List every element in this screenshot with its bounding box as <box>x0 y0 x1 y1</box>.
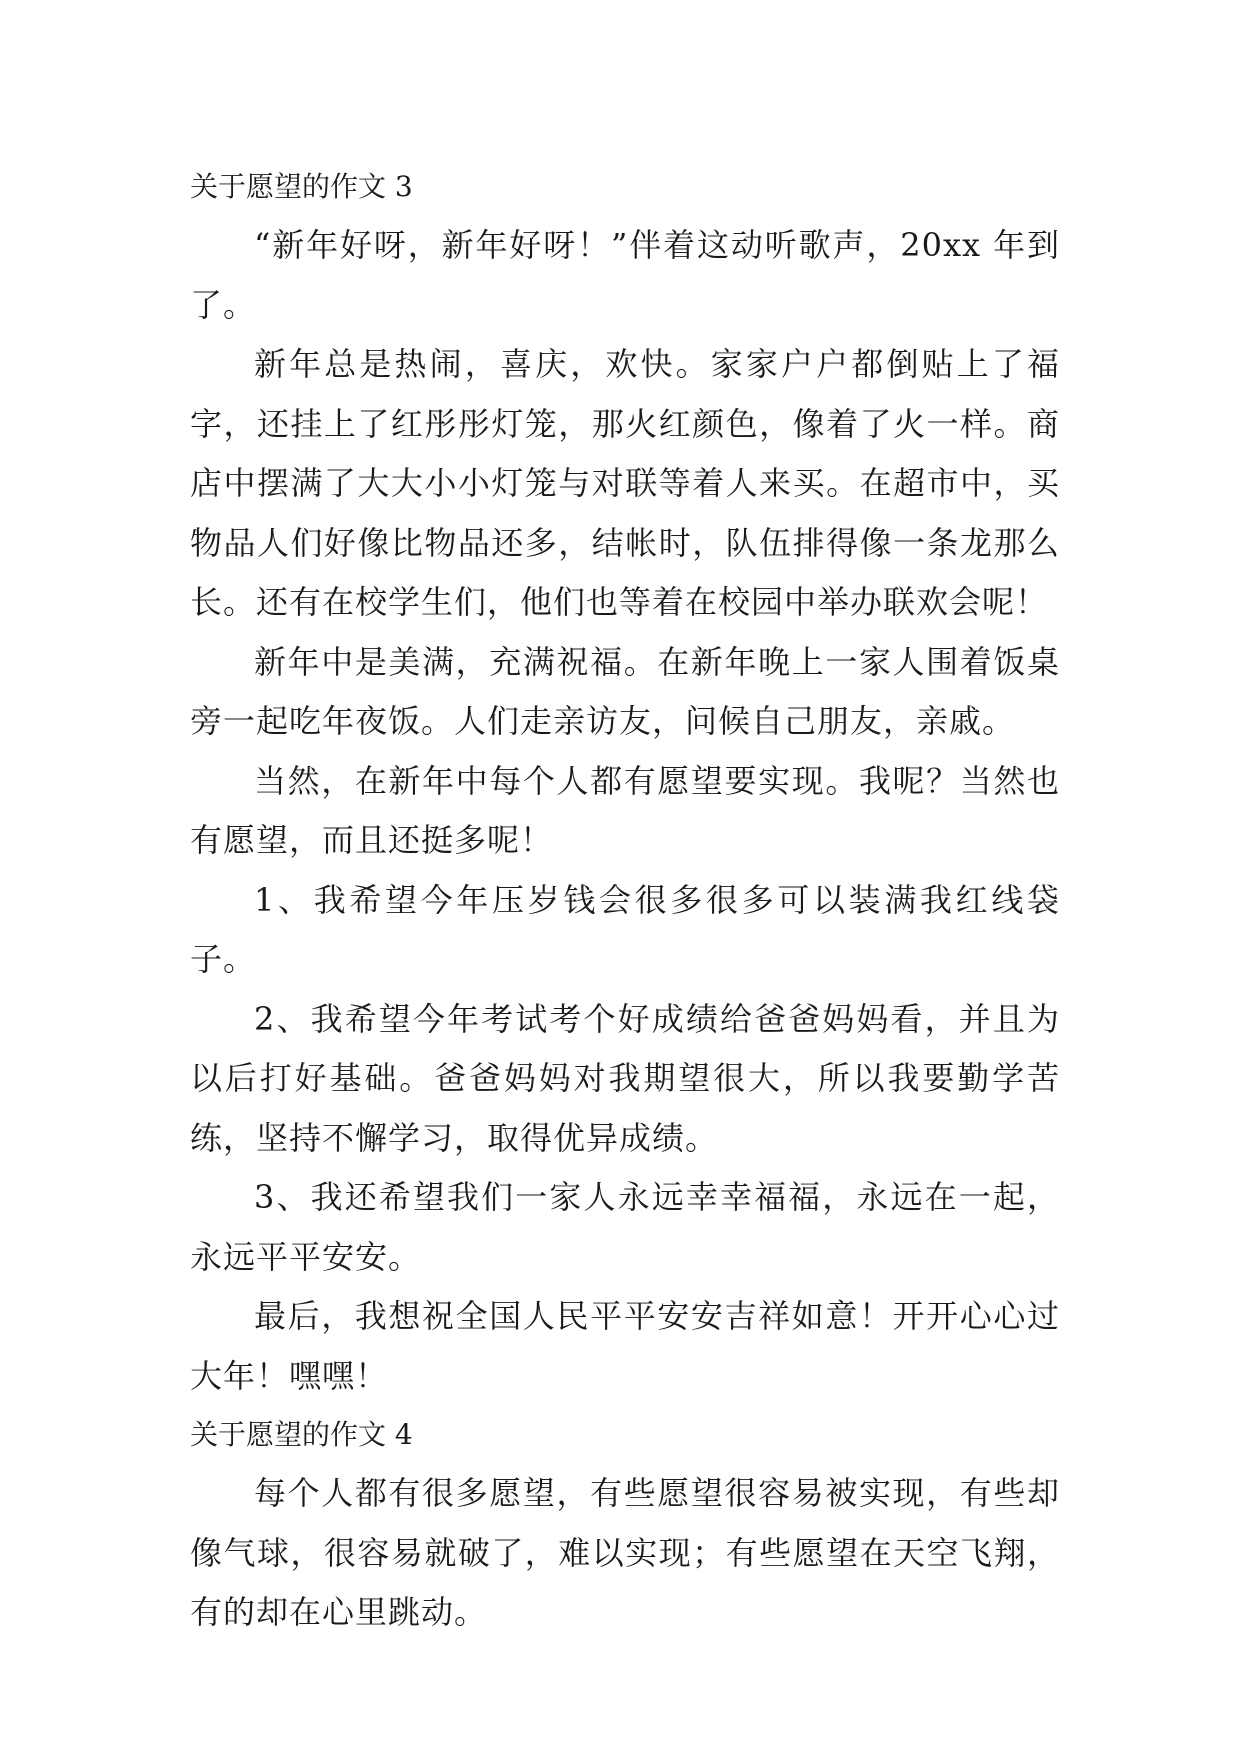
paragraph: 最后，我想祝全国人民平平安安吉祥如意！开开心心过大年！嘿嘿！ <box>190 1297 1060 1395</box>
document-page <box>190 158 1060 1643</box>
section-title: 关于愿望的作文 3 <box>190 170 413 203</box>
paragraph: 当然，在新年中每个人都有愿望要实现。我呢？当然也有愿望，而且还挺多呢！ <box>190 761 1060 859</box>
section-title: 关于愿望的作文 4 <box>190 1418 413 1451</box>
paragraph: 新年总是热闹，喜庆，欢快。家家户户都倒贴上了福字，还挂上了红彤彤灯笼，那火红颜色，像着了火一样。商店中摆满了大大小小灯笼与对联等着人来买。在超市中，买物品人们好像比物品还多，结帐时，队伍排得像一条龙那么长。还有在校学生们，他们也等着在校园中举办联欢会呢！ <box>190 345 1060 621</box>
paragraph: 2、我希望今年考试考个好成绩给爸爸妈妈看，并且为以后打好基础。爸爸妈妈对我期望很大，所以我要勤学苦练，坚持不懈学习，取得优异成绩。 <box>190 999 1060 1157</box>
paragraph: “新年好呀，新年好呀！”伴着这动听歌声，20xx 年到了。 <box>190 226 1060 324</box>
paragraph: 新年中是美满，充满祝福。在新年晚上一家人围着饭桌旁一起吃年夜饭。人们走亲访友，问候自己朋友，亲戚。 <box>190 642 1060 740</box>
paragraph: 3、我还希望我们一家人永远幸幸福福，永远在一起，永远平平安安。 <box>190 1178 1060 1276</box>
paragraph: 1、我希望今年压岁钱会很多很多可以装满我红线袋子。 <box>190 880 1060 978</box>
paragraph: 每个人都有很多愿望，有些愿望很容易被实现，有些却像气球，很容易就破了，难以实现；有些愿望在天空飞翔，有的却在心里跳动。 <box>190 1474 1060 1631</box>
